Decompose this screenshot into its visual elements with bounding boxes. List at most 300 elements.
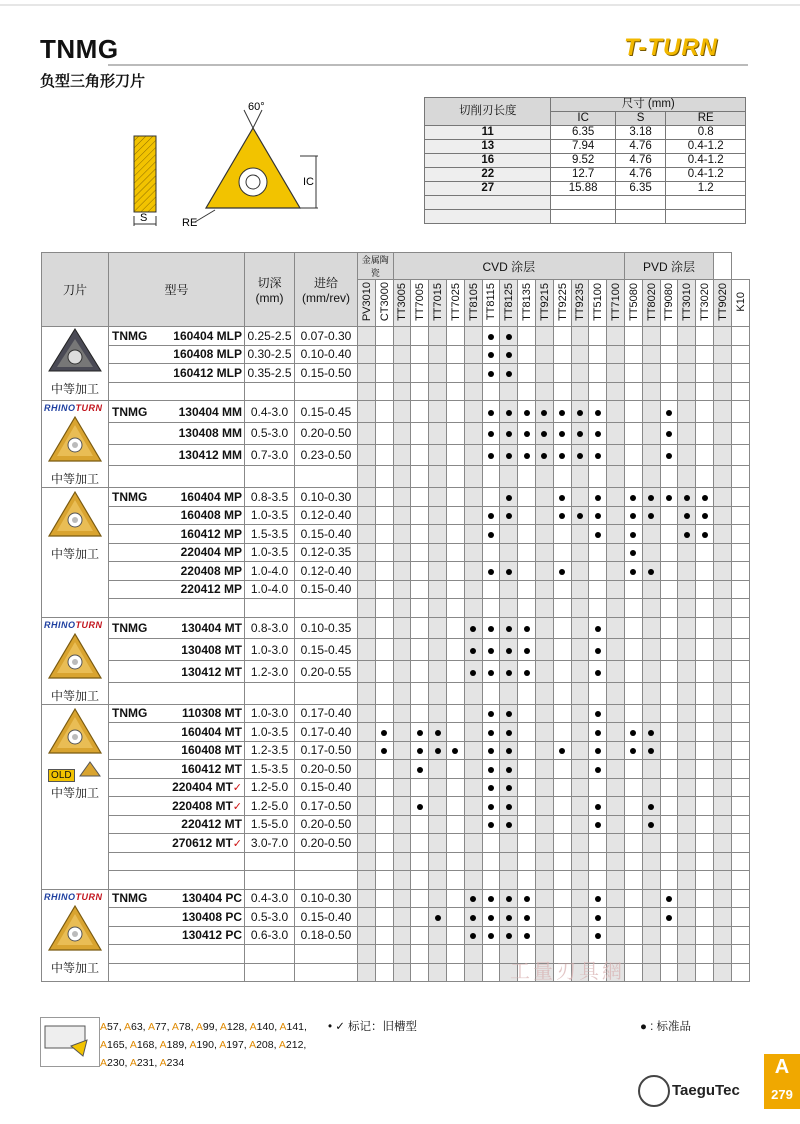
model-code: 220408 MP [180,563,242,578]
page-ref[interactable]: 78 [178,1021,191,1033]
table-row [42,926,750,945]
grade-availability-cell [660,926,678,945]
model-code: 160412 MLP [173,365,242,380]
grade-availability-cell [624,723,642,742]
grade-availability-cell [678,364,696,383]
grade-availability-cell [446,488,464,507]
grade-availability-cell [464,617,482,639]
grade-availability-cell [713,852,731,871]
grade-header [535,280,553,327]
depth-cell: 1.5-3.5 [245,760,295,779]
grade-availability-cell [393,525,411,544]
grade-availability-cell [589,466,607,488]
grade-availability-cell [464,444,482,466]
size-col-code: 切削刃长度 [425,98,551,126]
standard-dot [559,410,565,416]
grade-label: TT5100 [592,282,605,321]
table-row [42,704,750,723]
grade-availability-cell [731,778,749,797]
grade-availability-cell [607,852,625,871]
insert-photo [47,488,103,540]
grade-availability-cell [411,562,429,581]
grade-availability-cell [624,543,642,562]
model-cell [109,543,245,562]
model-code: 160412 MT [181,761,242,776]
grade-availability-cell [411,661,429,683]
table-row [42,382,750,401]
grade-availability-cell [642,704,660,723]
standard-dot [595,648,601,654]
grade-availability-cell [624,562,642,581]
grade-label: TT8115 [485,283,498,321]
grade-availability-cell [624,364,642,383]
grade-availability-cell [642,599,660,618]
model-cell [109,778,245,797]
grade-availability-cell [358,488,376,507]
size-cell-s: 6.35 [615,182,666,196]
grade-availability-cell [518,488,536,507]
page-ref[interactable]: 212 [285,1039,304,1051]
model-prefix: TNMG [112,706,148,721]
page-ref[interactable]: 168 [136,1039,155,1051]
standard-dot [684,495,690,501]
standard-dot [684,513,690,519]
grade-availability-cell [731,599,749,618]
grade-availability-cell [607,599,625,618]
grade-availability-cell [464,834,482,853]
standard-dot [506,352,512,358]
grade-availability-cell [589,543,607,562]
standard-dot [470,648,476,654]
grade-availability-cell [500,488,518,507]
grade-availability-cell [642,364,660,383]
grade-availability-cell [411,580,429,599]
grade-availability-cell [482,599,500,618]
grade-availability-cell [500,580,518,599]
feed-cell: 0.15-0.40 [295,778,358,797]
grade-availability-cell [429,815,447,834]
grade-availability-cell [678,562,696,581]
grade-availability-cell [429,760,447,779]
page-ref[interactable]: 57 [107,1021,119,1033]
grade-availability-cell [429,661,447,683]
standard-dot [524,915,530,921]
grade-availability-cell [535,723,553,742]
grade-availability-cell [482,926,500,945]
grade-availability-cell [696,364,714,383]
grade-availability-cell [642,401,660,423]
grade-availability-cell [571,422,589,444]
grade-availability-cell [660,889,678,908]
header-model: 型号 [109,253,245,327]
page-ref[interactable]: 208 [256,1039,274,1051]
grade-availability-cell [553,815,571,834]
grade-availability-cell [589,525,607,544]
grade-availability-cell [571,617,589,639]
grade-availability-cell [446,401,464,423]
grade-availability-cell [713,525,731,544]
grade-availability-cell [713,871,731,890]
grade-header [393,280,411,327]
page-ref[interactable]: 189 [166,1039,185,1051]
model-code: 130404 PC [181,891,242,906]
grade-availability-cell [607,444,625,466]
grade-availability-cell [696,682,714,704]
standard-dot [559,569,565,575]
grade-availability-cell [571,908,589,927]
page-ref[interactable]: 140 [256,1021,275,1033]
model-code: 220412 MP [180,582,242,597]
model-cell [109,422,245,444]
standard-dot [524,648,530,654]
page-ref-prefix: A [129,1057,137,1069]
model-cell [109,797,245,816]
grade-header [678,280,696,327]
standard-dot [559,513,565,519]
standard-dot [630,748,636,754]
grade-availability-cell [446,639,464,661]
standard-dot [595,532,601,538]
grade-availability-cell [731,382,749,401]
standard-dot [666,431,672,437]
old-groove-note: • ✓ 标记：旧槽型 [328,1021,418,1033]
grade-label: CT3000 [378,282,391,322]
grade-availability-cell [358,617,376,639]
standard-dot [506,453,512,459]
grade-availability-cell [607,466,625,488]
depth-cell: 3.0-7.0 [245,834,295,853]
grade-availability-cell [464,682,482,704]
standard-dot [648,730,654,736]
size-row [425,182,746,196]
grade-availability-cell [678,661,696,683]
grade-availability-cell [411,760,429,779]
standard-dot [506,804,512,810]
grade-availability-cell [393,327,411,346]
grade-availability-cell [429,778,447,797]
standard-dot [488,915,494,921]
grade-availability-cell [553,580,571,599]
grade-availability-cell [731,926,749,945]
grade-availability-cell [713,599,731,618]
standard-dot [595,767,601,773]
grade-availability-cell [518,741,536,760]
page-ref[interactable]: 197 [226,1039,244,1051]
standard-dot [488,431,494,437]
grade-availability-cell [375,401,393,423]
grade-availability-cell [446,852,464,871]
grade-availability-cell [571,871,589,890]
page-ref[interactable]: 234 [166,1057,185,1069]
model-code: 130408 MM [178,426,242,441]
grade-availability-cell [446,945,464,964]
model-cell [109,945,245,964]
grade-availability-cell [624,580,642,599]
grade-availability-cell [571,639,589,661]
grade-availability-cell [358,871,376,890]
grade-availability-cell [464,723,482,742]
grade-availability-cell [571,741,589,760]
grade-availability-cell [589,617,607,639]
page-ref[interactable]: 165 [107,1039,125,1051]
grade-availability-cell [642,963,660,982]
grade-availability-cell [464,562,482,581]
model-code: 130404 MT [181,621,242,636]
standard-dot [595,410,601,416]
model-prefix: TNMG [112,328,148,343]
grade-availability-cell [642,723,660,742]
grade-availability-cell [696,760,714,779]
grade-availability-cell [713,741,731,760]
standard-dot [506,785,512,791]
grade-availability-cell [518,543,536,562]
grade-availability-cell [464,852,482,871]
grade-availability-cell [464,704,482,723]
standard-item-note: ● : 标准品 [640,1021,692,1033]
header-cvd: CVD 涂层 [393,253,624,280]
grade-availability-cell [696,488,714,507]
grade-availability-cell [696,444,714,466]
size-cell-re: 0.8 [666,126,746,140]
grade-availability-cell [624,945,642,964]
grade-availability-cell [464,871,482,890]
grade-availability-cell [518,506,536,525]
grade-availability-cell [482,682,500,704]
grade-availability-cell [482,661,500,683]
standard-dot [506,730,512,736]
model-cell [109,852,245,871]
grade-availability-cell [358,639,376,661]
table-row [42,580,750,599]
insert-photo [47,630,103,682]
grade-availability-cell [500,834,518,853]
grade-header [624,280,642,327]
grade-availability-cell [482,945,500,964]
page-ref[interactable]: 141 [286,1021,305,1033]
grade-availability-cell [375,889,393,908]
page-ref-prefix: A [129,1039,137,1051]
size-col-ic: IC [551,112,615,126]
grade-availability-cell [678,778,696,797]
grade-availability-cell [393,382,411,401]
grade-header [518,280,536,327]
grade-header [571,280,589,327]
grade-header [375,280,393,327]
standard-dot [506,569,512,575]
grade-availability-cell [713,834,731,853]
standard-dot [595,896,601,902]
grade-availability-cell [375,926,393,945]
grade-availability-cell [446,345,464,364]
grade-availability-cell [518,327,536,346]
model-code: 110308 MT [181,706,242,721]
grade-availability-cell [571,364,589,383]
grade-availability-cell [678,543,696,562]
depth-cell: 1.5-3.5 [245,525,295,544]
grade-availability-cell [607,661,625,683]
page-ref[interactable]: 63 [130,1021,143,1033]
standard-dot [506,371,512,377]
machining-type-label: 中等加工 [50,547,99,562]
grade-availability-cell [624,834,642,853]
grade-availability-cell [518,401,536,423]
grade-availability-cell [464,661,482,683]
grade-availability-cell [535,580,553,599]
grade-availability-cell [589,704,607,723]
grade-availability-cell [429,444,447,466]
grade-availability-cell [429,871,447,890]
grade-availability-cell [731,834,749,853]
model-cell [109,908,245,927]
grade-availability-cell [731,444,749,466]
grade-availability-cell [731,401,749,423]
grade-label: TT7015 [432,282,445,321]
grade-availability-cell [446,506,464,525]
model-prefix: TNMG [112,891,148,906]
grade-availability-cell [589,815,607,834]
grade-availability-cell [642,639,660,661]
grade-availability-cell [464,525,482,544]
grade-availability-cell [678,741,696,760]
grade-availability-cell [660,963,678,982]
grade-availability-cell [660,760,678,779]
size-col-re: RE [666,112,746,126]
old-groove-check: ✓ [232,800,242,813]
depth-cell [245,382,295,401]
depth-cell: 1.2-3.0 [245,661,295,683]
grade-availability-cell [589,506,607,525]
page-ref-prefix: A [195,1021,203,1033]
page-ref[interactable]: 190 [196,1039,214,1051]
model-code: 270612 MT [172,835,233,850]
grade-availability-cell [713,760,731,779]
grade-availability-cell [678,926,696,945]
standard-dot [506,648,512,654]
grade-availability-cell [660,506,678,525]
page-ref[interactable]: 230 [107,1057,125,1069]
standard-dot [488,334,494,340]
model-cell [109,444,245,466]
grade-availability-cell [411,871,429,890]
grade-availability-cell [411,382,429,401]
grade-availability-cell [464,797,482,816]
page-ref[interactable]: 231 [136,1057,155,1069]
grade-availability-cell [660,945,678,964]
feed-cell: 0.17-0.50 [295,741,358,760]
grade-availability-cell [411,704,429,723]
standard-dot [488,453,494,459]
page-ref-prefix: A [100,1057,108,1069]
page-ref[interactable]: 128 [226,1021,245,1033]
page-ref-prefix: A [279,1021,287,1033]
t-turn-logo: T-TURN [624,34,718,61]
grade-availability-cell [713,488,731,507]
grade-availability-cell [429,327,447,346]
depth-cell: 0.35-2.5 [245,364,295,383]
model-cell [109,889,245,908]
standard-dot [630,730,636,736]
grade-availability-cell [696,661,714,683]
model-cell [109,963,245,982]
grade-availability-cell [696,889,714,908]
standard-dot [595,513,601,519]
grade-availability-cell [571,382,589,401]
grade-availability-cell [696,723,714,742]
standard-dot [595,453,601,459]
model-code: 160412 MP [180,526,242,541]
grade-availability-cell [607,908,625,927]
model-code: 160404 MP [180,489,242,504]
grade-availability-cell [624,682,642,704]
standard-dot [470,915,476,921]
grade-availability-cell [731,488,749,507]
grade-availability-cell [678,639,696,661]
grade-availability-cell [393,617,411,639]
grade-availability-cell [464,506,482,525]
grade-availability-cell [358,704,376,723]
grade-header [482,280,500,327]
grade-availability-cell [518,723,536,742]
grade-availability-cell [411,908,429,927]
grade-availability-cell [500,617,518,639]
grade-availability-cell [429,543,447,562]
grade-availability-cell [713,945,731,964]
grade-availability-cell [500,401,518,423]
feed-cell: 0.20-0.50 [295,760,358,779]
grade-availability-cell [482,741,500,760]
page-ref[interactable]: 77 [154,1021,167,1033]
grade-availability-cell [553,682,571,704]
insert-image-cell [42,889,109,982]
model-cell [109,382,245,401]
grade-availability-cell [624,444,642,466]
table-row [42,661,750,683]
grade-availability-cell [411,444,429,466]
feed-cell [295,682,358,704]
grade-availability-cell [589,760,607,779]
grade-availability-cell [713,444,731,466]
feed-cell: 0.23-0.50 [295,444,358,466]
grade-availability-cell [358,760,376,779]
grade-availability-cell [393,852,411,871]
grade-availability-cell [713,963,731,982]
page-ref[interactable]: 99 [202,1021,215,1033]
standard-dot [559,495,565,501]
grade-availability-cell [393,926,411,945]
grade-availability-cell [624,488,642,507]
grade-availability-cell [464,889,482,908]
grade-availability-cell [571,661,589,683]
grade-label: TT9215 [538,282,551,321]
model-code: 130408 PC [181,909,242,924]
standard-dot [417,748,423,754]
standard-dot [506,767,512,773]
grade-availability-cell [500,639,518,661]
insert-image-cell [42,704,109,889]
size-col-s: S [615,112,666,126]
grade-availability-cell [500,908,518,927]
model-cell [109,599,245,618]
grade-availability-cell [660,401,678,423]
table-row [42,422,750,444]
grade-availability-cell [500,525,518,544]
grade-availability-cell [713,422,731,444]
model-code: 130408 MT [181,642,242,657]
grade-availability-cell [624,704,642,723]
grade-availability-cell [518,797,536,816]
grade-availability-cell [607,682,625,704]
grade-availability-cell [518,852,536,871]
